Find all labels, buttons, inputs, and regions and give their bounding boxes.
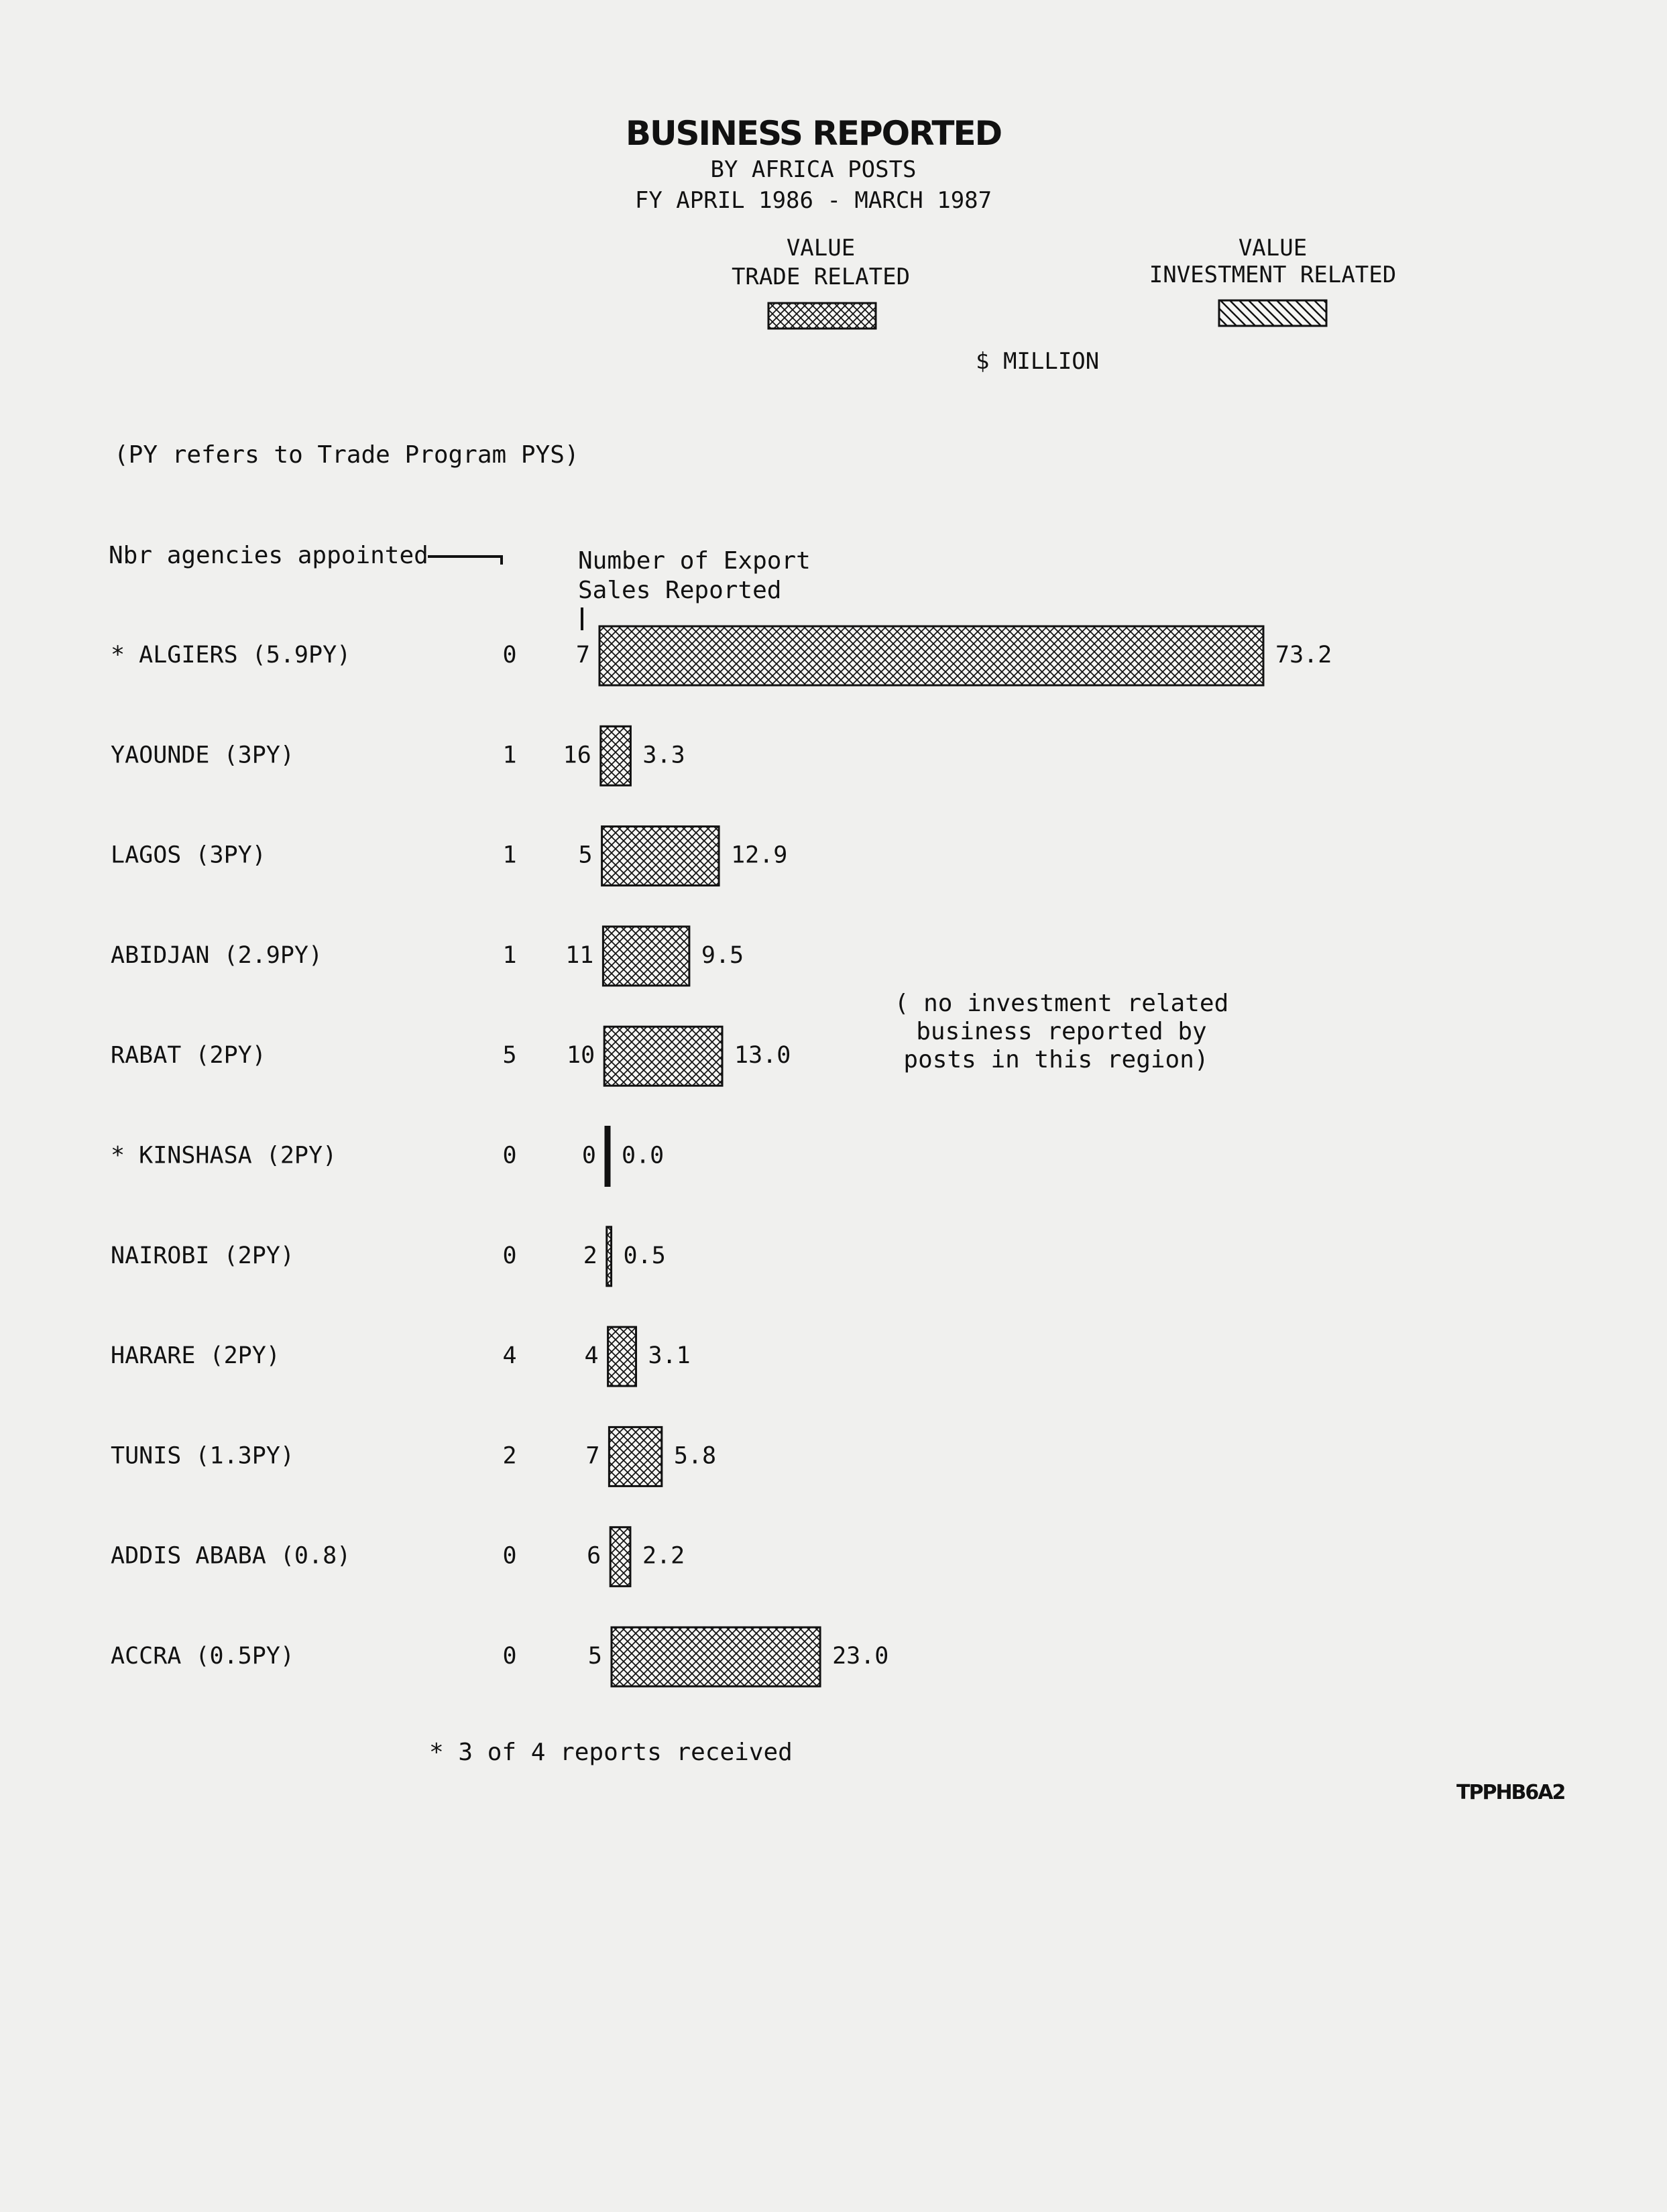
bar-value-label: 2.2 [642,1542,685,1570]
bar [599,626,1263,685]
agencies-count: 1 [502,841,517,869]
bar [606,1127,610,1186]
legend-trade-line1: VALUE [786,235,856,261]
legend-invest-line1: VALUE [1238,235,1308,261]
no-investment-note-line2: business reported by [916,1018,1207,1045]
export-sales-count: 2 [583,1242,597,1269]
category-label: TUNIS (1.3PY) [111,1442,294,1470]
bar-value-label: 9.5 [701,941,744,969]
agencies-count: 4 [502,1342,517,1370]
agencies-count: 0 [502,1542,517,1570]
bar [604,1027,722,1086]
category-label: * KINSHASA (2PY) [111,1142,337,1169]
category-label: RABAT (2PY) [111,1042,266,1069]
bar [612,1627,820,1686]
agencies-count: 5 [502,1042,517,1069]
bar [602,827,719,886]
export-sales-count: 7 [575,642,590,668]
chart-subtitle-dates: FY APRIL 1986 - MARCH 1987 [634,187,992,214]
bar-value-label: 3.1 [648,1342,691,1370]
legend-trade-swatch [768,303,876,329]
export-sales-count: 11 [565,941,594,969]
export-sales-count: 5 [587,1643,602,1670]
agencies-count: 0 [502,1643,517,1670]
export-header-line1: Number of Export [578,547,811,575]
legend-invest-swatch [1219,300,1326,326]
agencies-count: 0 [502,1242,517,1269]
legend-invest-line2: INVESTMENT RELATED [1149,261,1397,288]
agencies-count: 1 [502,941,517,969]
agencies-header-leader [428,557,502,565]
export-sales-count: 16 [563,742,591,769]
category-label: * ALGIERS (5.9PY) [111,642,351,668]
export-sales-count: 5 [578,841,593,869]
category-label: ACCRA (0.5PY) [111,1643,294,1670]
bar [601,726,631,785]
no-investment-note-line3: posts in this region) [903,1046,1209,1073]
footnote: * 3 of 4 reports received [429,1739,793,1766]
bar-value-label: 13.0 [734,1042,791,1069]
no-investment-note-line1: ( no investment related [894,990,1229,1017]
bar [603,927,689,986]
bar-value-label: 23.0 [832,1643,889,1670]
legend-trade-line2: TRADE RELATED [731,264,911,290]
export-header-line2: Sales Reported [578,577,782,604]
agencies-count: 1 [502,742,517,769]
category-label: ADDIS ABABA (0.8) [111,1542,351,1570]
bar [608,1327,636,1386]
py-note: (PY refers to Trade Program PYS) [114,441,579,469]
bar [607,1227,612,1286]
bar-value-label: 0.5 [623,1242,666,1269]
category-label: ABIDJAN (2.9PY) [111,941,323,969]
bar [610,1527,630,1586]
chart-subtitle: BY AFRICA POSTS [710,156,917,183]
bar-value-label: 0.0 [622,1142,665,1169]
bar-value-label: 12.9 [731,841,788,869]
category-label: NAIROBI (2PY) [111,1242,294,1269]
bar [609,1427,661,1486]
export-sales-count: 6 [587,1542,601,1570]
export-sales-count: 10 [567,1042,595,1069]
agencies-count: 2 [502,1442,517,1470]
export-sales-count: 7 [585,1442,600,1470]
agencies-count: 0 [502,642,517,668]
units-label: $ MILLION [976,348,1100,375]
category-label: HARARE (2PY) [111,1342,280,1370]
bar-value-label: 5.8 [673,1442,717,1470]
export-sales-count: 0 [581,1142,596,1169]
category-label: LAGOS (3PY) [111,841,266,869]
chart-title: BUSINESS REPORTED [625,114,1002,153]
category-label: YAOUNDE (3PY) [111,742,294,769]
agencies-count: 0 [502,1142,517,1169]
agencies-header: Nbr agencies appointed [109,542,428,569]
bar-value-label: 3.3 [642,742,685,769]
export-sales-count: 4 [584,1342,599,1370]
document-code: TPPHB6A2 [1456,1781,1565,1804]
bar-value-label: 73.2 [1275,642,1332,668]
